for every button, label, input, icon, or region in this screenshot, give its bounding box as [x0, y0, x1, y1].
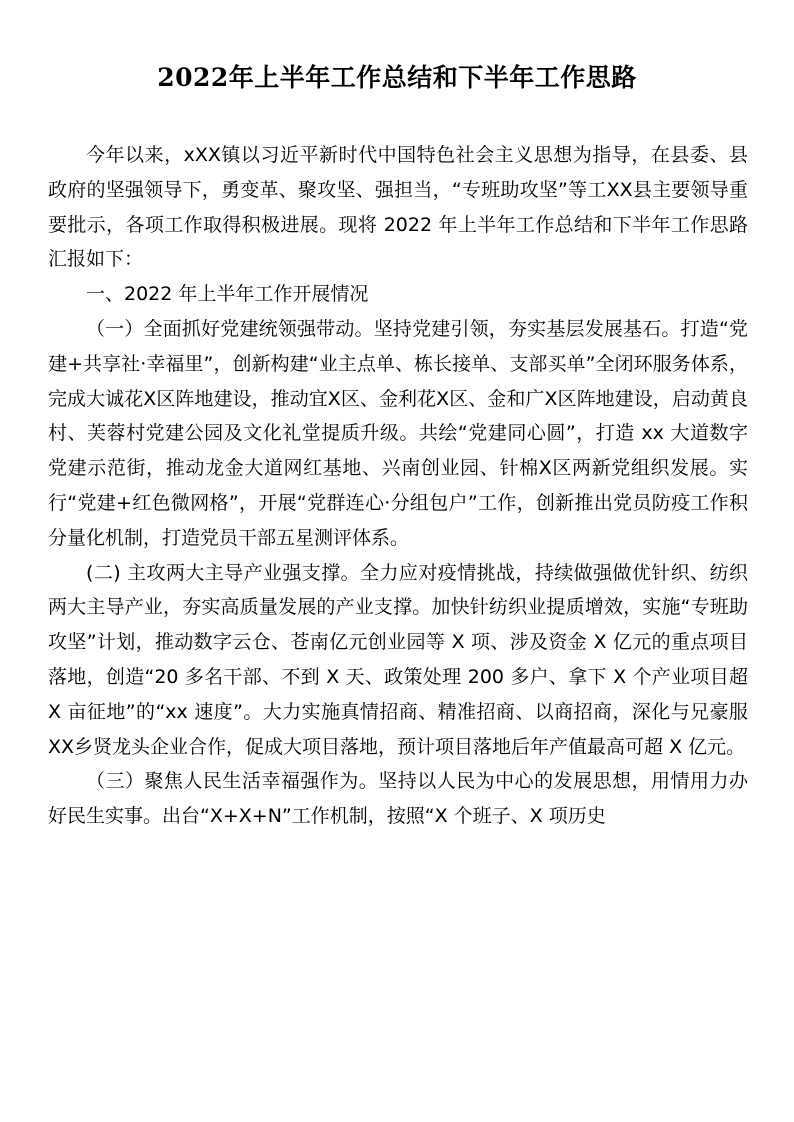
item-heading-2: (二) 主攻两大主导产业强支撑。 [86, 561, 361, 584]
item-paragraph-1 [48, 312, 748, 556]
item-heading-3: （三）聚焦人民生活幸福强作为。 [86, 770, 379, 793]
item-body-1: 坚持党建引领，夯实基层发展基石。打造“党建+共享社·幸福里”，创新构建“业主点单、栋长接单、支部买单”全闭环服务体系，完成大诚花X区阵地建设，推动宜X区、金利花X区、金和广X区阵地建设，启动黄良村、芙蓉村党建公园及文化礼堂提质升级。共绘“党建同心圆”，打造 xx 大道数字党建示范街，推动龙金大道网红基地、兴南创业园、针棉X区两新党组织发展。实行“党建+红色微网格”，开展“党群连心·分组包户”工作，创新推出党员防疫工作积分量化机制，打造党员干部五星测评体系。 [48, 317, 748, 549]
item-paragraph-2 [48, 556, 748, 765]
item-heading-1: （一）全面抓好党建统领强带动。 [86, 317, 374, 340]
item-body-2: 全力应对疫情挑战，持续做强做优针织、纺织两大主导产业，夯实高质量发展的产业支撑。加快针纺织业提质增效，实施“专班助攻坚”计划，推动数字云仓、苍南亿元创业园等 X 项、涉及资金 X 亿元的重点项目落地，创造“20 多名干部、不到 X 天、政策处理 200 多户、拿下 X 个产业项目超 X 亩征地”的“xx 速度”。大力实施真情招商、精准招商、以商招商，深化与兄豪服XX乡贤龙头企业合作，促成大项目落地，预计项目落地后年产值最高可超 X 亿元。 [48, 561, 748, 758]
document-body [48, 138, 748, 834]
item-body-3: 坚持以人民为中心的发展思想，用情用力办好民生实事。出台“X+X+N”工作机制，按照“X 个班子、X 项历史 [48, 770, 748, 828]
item-paragraph-3 [48, 764, 748, 834]
document-title: 2022年上半年工作总结和下半年工作思路 [157, 63, 637, 92]
section-heading-1: 一、2022 年上半年工作开展情况 [86, 283, 369, 306]
intro-paragraph: 今年以来，xXX镇以习近平新时代中国特色社会主义思想为指导，在县委、县政府的坚强领导下，勇变革、聚攻坚、强担当，“专班助攻坚”等工XX县主要领导重要批示，各项工作取得积极进展。现将 2022 年上半年工作总结和下半年工作思路汇报如下： [48, 144, 748, 271]
